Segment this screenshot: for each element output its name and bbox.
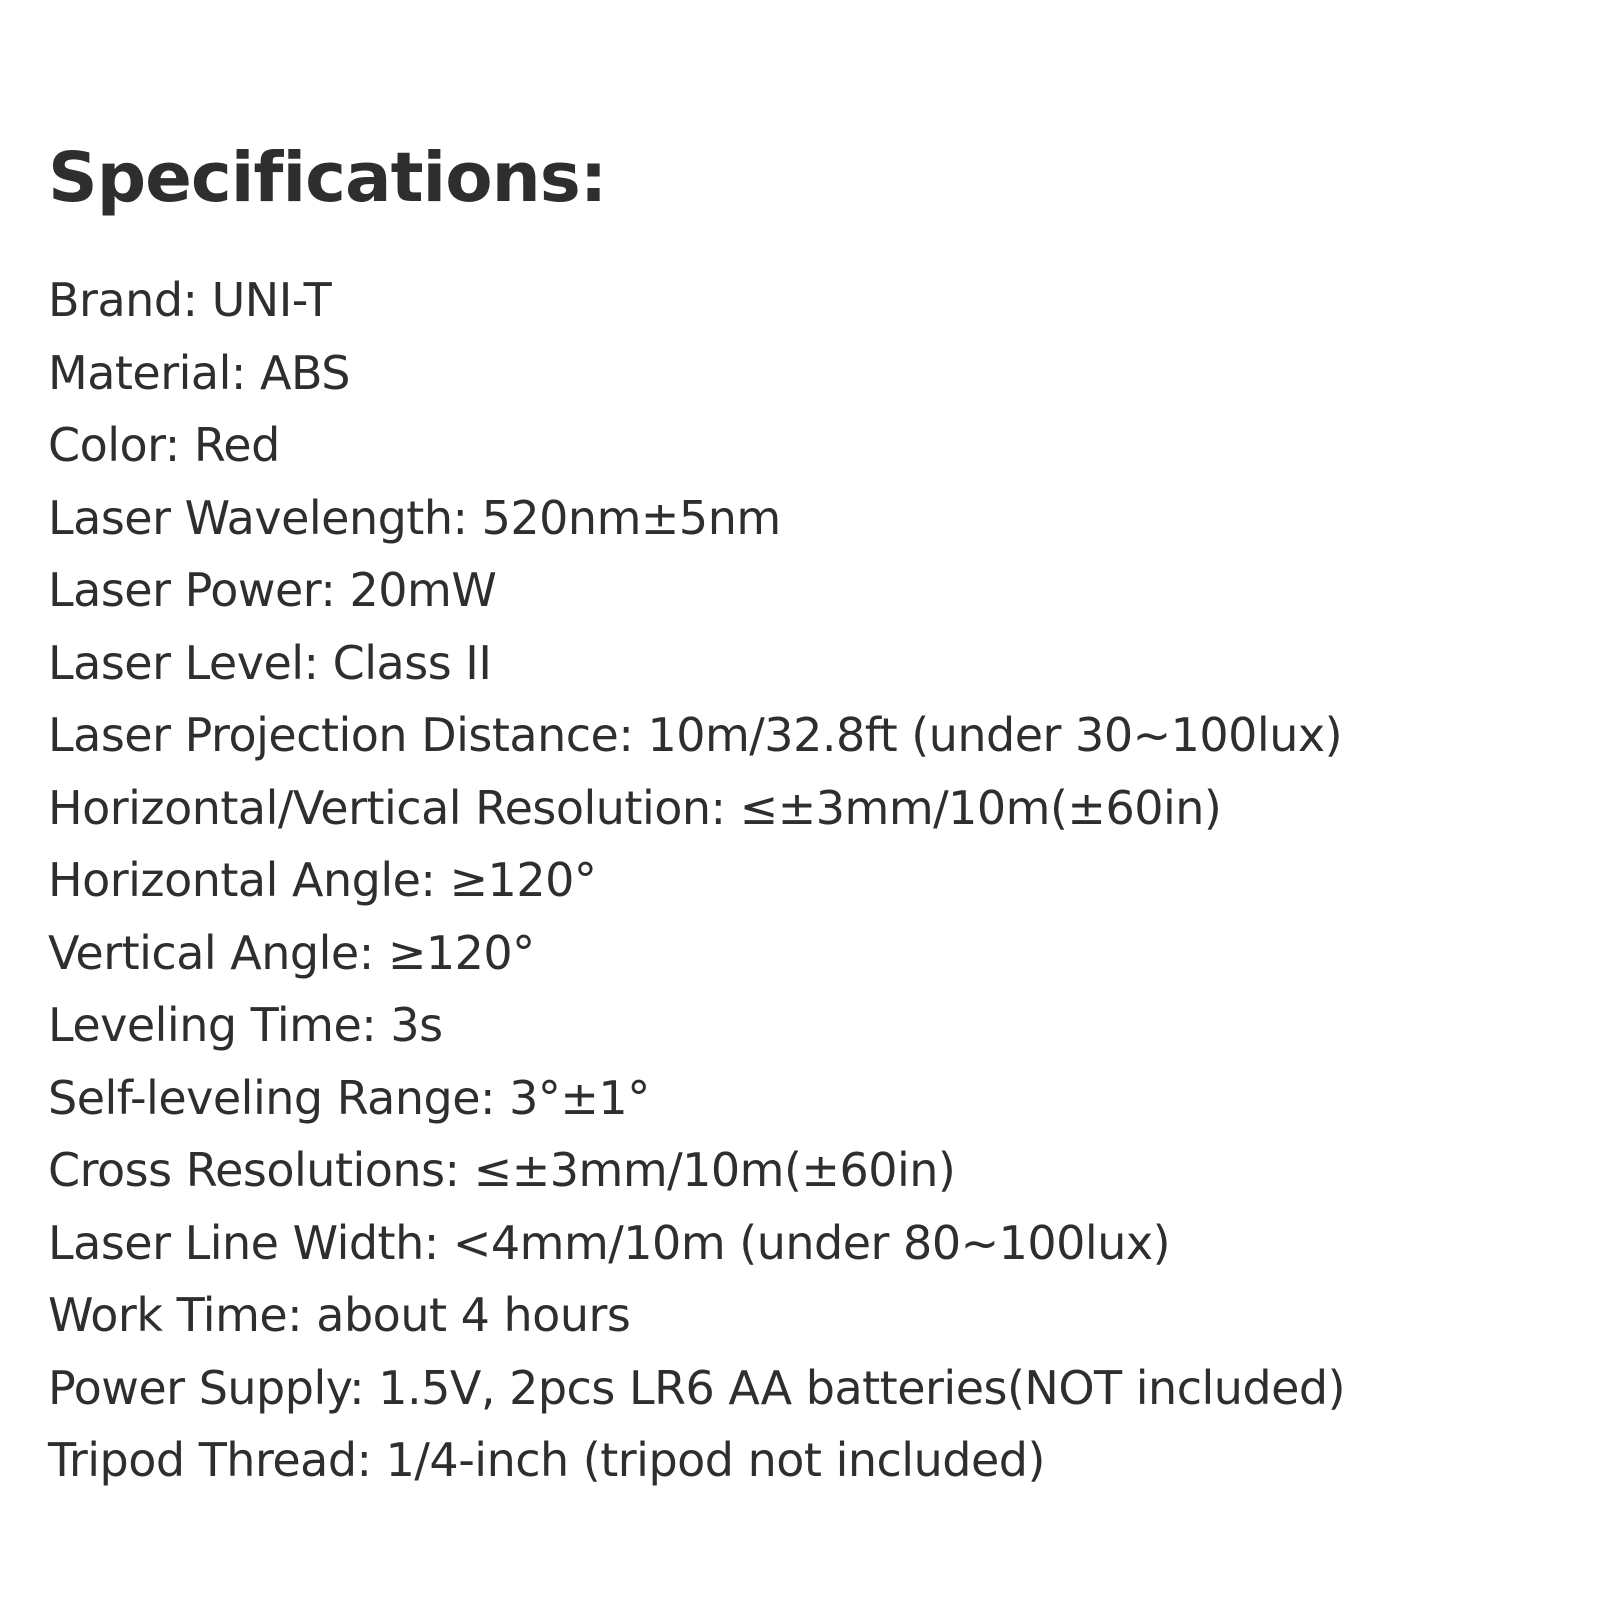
spec-self-leveling-range: Self-leveling Range: 3°±1° [48, 1070, 650, 1125]
spec-list [48, 264, 1345, 1497]
spec-projection-distance: Laser Projection Distance: 10m/32.8ft (under 30~100lux) [48, 708, 1343, 762]
spec-brand: Brand: UNI-T [48, 273, 332, 327]
spec-line-width: Laser Line Width: <4mm/10m (under 80~100lux) [48, 1215, 1171, 1270]
spec-laser-power: Laser Power: 20mW [48, 563, 497, 617]
spec-hv-resolution: Horizontal/Vertical Resolution: ≤±3mm/10m(±60in) [48, 780, 1222, 835]
spec-tripod-thread: Tripod Thread: 1/4-inch (tripod not included) [48, 1433, 1045, 1487]
page-title: Specifications: [48, 138, 607, 218]
spec-horizontal-angle: Horizontal Angle: ≥120° [48, 853, 597, 907]
spec-work-time: Work Time: about 4 hours [48, 1288, 631, 1342]
spec-leveling-time: Leveling Time: 3s [48, 998, 443, 1052]
spec-laser-level: Laser Level: Class II [48, 635, 492, 690]
spec-vertical-angle: Vertical Angle: ≥120° [48, 925, 535, 980]
spec-power-supply: Power Supply: 1.5V, 2pcs LR6 AA batteries(NOT included) [48, 1360, 1346, 1415]
spec-color: Color: Red [48, 418, 280, 472]
spec-laser-wavelength: Laser Wavelength: 520nm±5nm [48, 490, 781, 545]
spec-material: Material: ABS [48, 345, 350, 400]
spec-cross-resolutions: Cross Resolutions: ≤±3mm/10m(±60in) [48, 1143, 956, 1197]
